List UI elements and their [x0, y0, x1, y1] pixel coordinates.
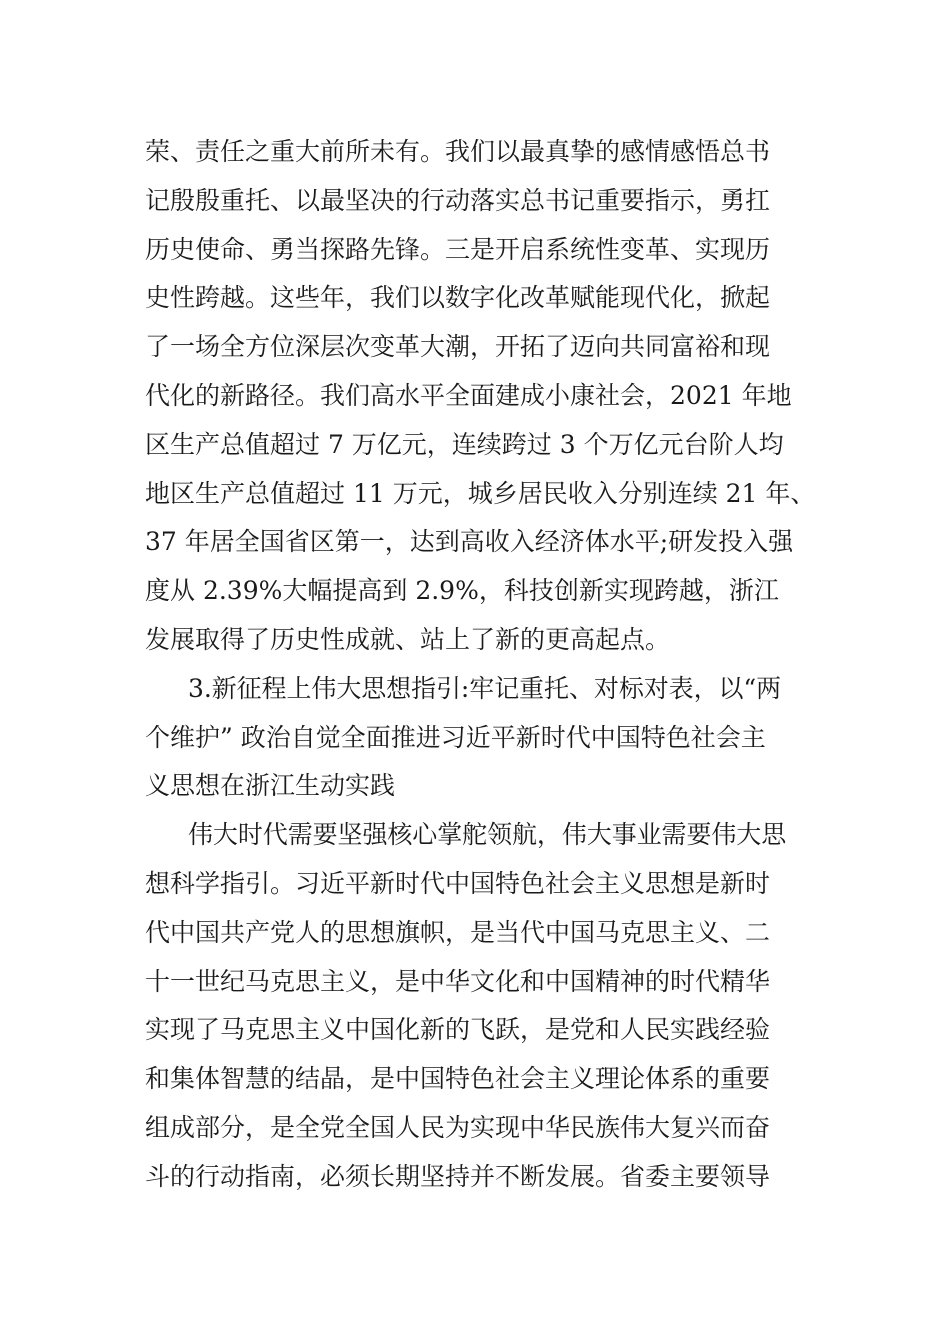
- text-line: 代化的新路径。我们高水平全面建成小康社会，2021 年地: [145, 380, 792, 410]
- text-line: 和集体智慧的结晶，是中国特色社会主义理论体系的重要: [145, 1064, 771, 1094]
- text-line: 地区生产总值超过 11 万元，城乡居民收入分别连续 21 年、: [145, 478, 816, 508]
- text-line: 荣、责任之重大前所未有。我们以最真挚的感情感悟总书: [145, 137, 771, 166]
- text-line: 历史使命、勇当探路先锋。三是开启系统性变革、实现历: [145, 234, 771, 264]
- text-line: 斗的行动指南，必须长期坚持并不断发展。省委主要领导: [145, 1161, 771, 1191]
- text-line: 伟大时代需要坚强核心掌舵领航，伟大事业需要伟大思: [188, 820, 787, 850]
- text-line: 史性跨越。这些年，我们以数字化改革赋能现代化，掀起: [145, 283, 771, 313]
- text-line: 度从 2.39%大幅提高到 2.9%，科技创新实现跨越，浙江: [145, 576, 779, 606]
- text-line: 记殷殷重托、以最坚决的行动落实总书记重要指示，勇扛: [145, 185, 771, 215]
- section-heading-line: 个维护” 政治自觉全面推进习近平新时代中国特色社会主: [145, 722, 766, 752]
- text-line: 实现了马克思主义中国化新的飞跃，是党和人民实践经验: [145, 1015, 771, 1045]
- section-heading-line: 义思想在浙江生动实践: [145, 771, 396, 801]
- text-line: 十一世纪马克思主义，是中华文化和中国精神的时代精华: [145, 966, 771, 996]
- text-line: 代中国共产党人的思想旗帜，是当代中国马克思主义、二: [145, 917, 771, 947]
- text-line: 了一场全方位深层次变革大潮，开拓了迈向共同富裕和现: [145, 332, 771, 362]
- body-text: [145, 128, 815, 1202]
- text-line: 组成部分，是全党全国人民为实现中华民族伟大复兴而奋: [145, 1112, 771, 1142]
- section-heading-line: 3.新征程上伟大思想指引:牢记重托、对标对表，以“两: [188, 673, 782, 703]
- text-line: 区生产总值超过 7 万亿元，连续跨过 3 个万亿元台阶人均: [145, 429, 784, 459]
- text-line: 发展取得了历史性成就、站上了新的更高起点。: [145, 624, 671, 654]
- text-line: 想科学指引。习近平新时代中国特色社会主义思想是新时: [145, 868, 771, 898]
- text-line: 37 年居全国省区第一，达到高收入经济体水平;研发投入强: [145, 527, 794, 557]
